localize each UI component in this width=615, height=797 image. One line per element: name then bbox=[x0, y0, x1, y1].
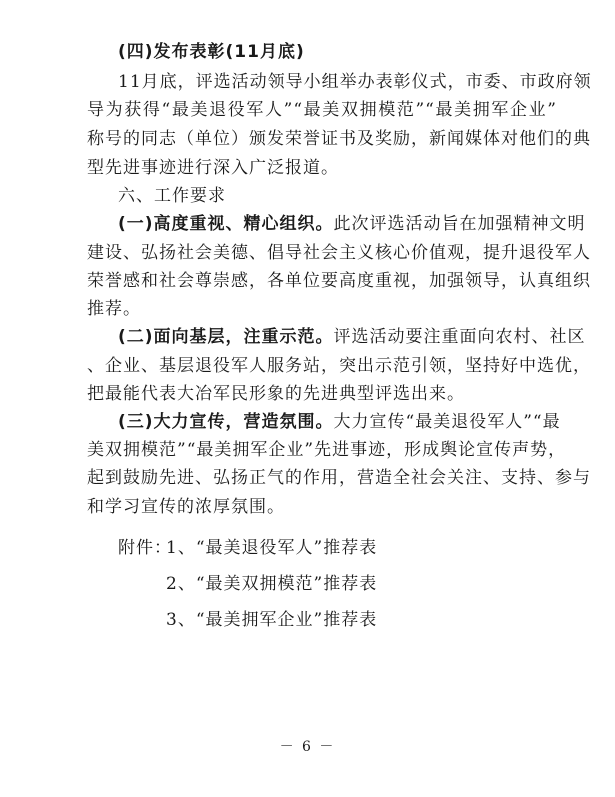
paragraph-line: 美双拥模范”“最美拥军企业”先进事迹，形成舆论宣传声势， bbox=[87, 440, 567, 460]
attachment-item: 3、“最美拥军企业”推荐表 bbox=[166, 610, 378, 630]
paragraph-line: 和学习宣传的浓厚氛围。 bbox=[87, 497, 285, 517]
section-heading-publish-commend: (四)发布表彰(11月底) bbox=[118, 42, 305, 62]
paragraph-line: 称号的同志（单位）颁发荣誉证书及奖励，新闻媒体对他们的典 bbox=[87, 129, 591, 149]
paragraph-line: 型先进事迹进行深入广泛报道。 bbox=[87, 158, 339, 178]
paragraph-line: 导为获得“最美退役军人”“最美双拥模范”“最美拥军企业” bbox=[87, 100, 557, 120]
paragraph-line: 荣誉感和社会尊崇感，各单位要高度重视，加强领导，认真组织 bbox=[87, 271, 591, 291]
paragraph-line: 建设、弘扬社会美德、倡导社会主义核心价值观，提升退役军人 bbox=[87, 243, 591, 263]
paragraph-line bbox=[118, 214, 586, 234]
section-heading-work-requirements: 六、工作要求 bbox=[118, 186, 226, 206]
paragraph-line bbox=[118, 327, 586, 347]
paragraph-text: 评选活动要注重面向农村、社区 bbox=[333, 327, 586, 347]
paragraph-line: 、企业、基层退役军人服务站，突出示范引领，坚持好中选优， bbox=[87, 356, 591, 376]
paragraph-line: 11月底，评选活动领导小组举办表彰仪式，市委、市政府领 bbox=[118, 72, 592, 92]
attachments-label: 附件： bbox=[118, 538, 172, 558]
paragraph-line: 把最能代表大冶军民形象的先进典型评选出来。 bbox=[87, 384, 465, 404]
paragraph-line: 起到鼓励先进、弘扬正气的作用，营造全社会关注、支持、参与 bbox=[87, 468, 591, 488]
attachment-item: 1、“最美退役军人”推荐表 bbox=[166, 538, 378, 558]
attachment-item: 2、“最美双拥模范”推荐表 bbox=[166, 574, 378, 594]
item-heading: (二)面向基层，注重示范。 bbox=[118, 327, 334, 347]
paragraph-line: 推荐。 bbox=[87, 299, 141, 319]
paragraph-text: 此次评选活动旨在加强精神文明 bbox=[333, 214, 586, 234]
item-heading: (一)高度重视、精心组织。 bbox=[118, 214, 334, 234]
item-heading: (三)大力宣传，营造氛围。 bbox=[118, 412, 334, 432]
page-number: － 6 － bbox=[279, 739, 336, 755]
paragraph-text: 大力宣传“最美退役军人”“最 bbox=[333, 412, 561, 432]
paragraph-line bbox=[118, 412, 561, 432]
